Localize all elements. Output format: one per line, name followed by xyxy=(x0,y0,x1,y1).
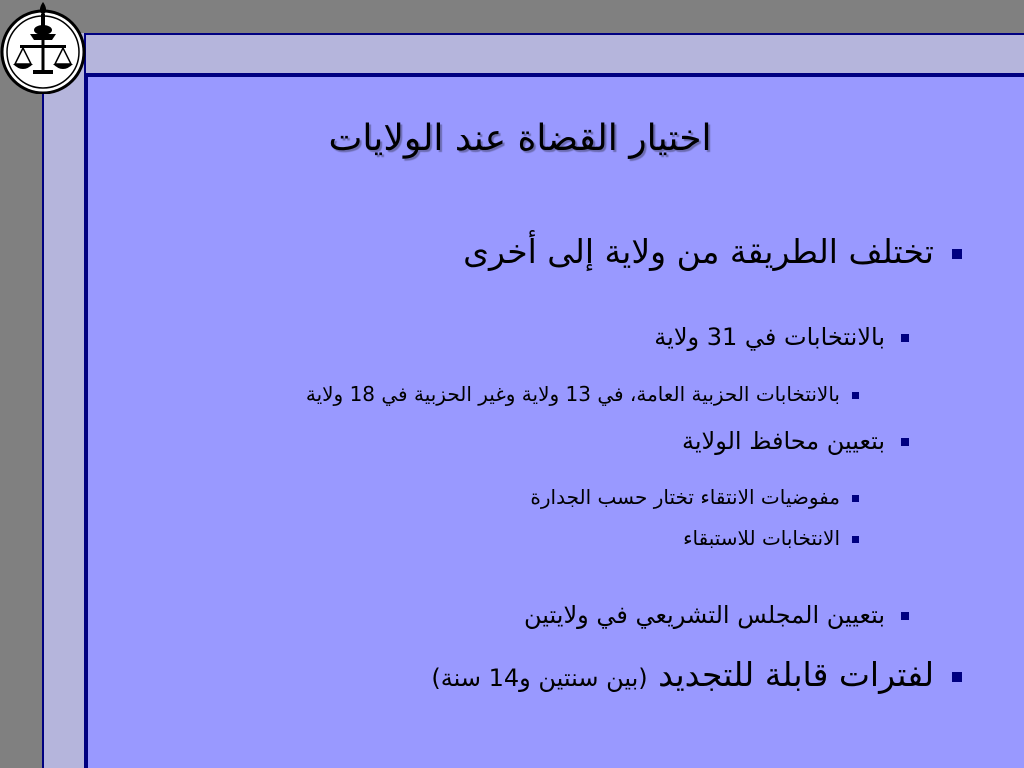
bullet-text: تختلف الطريقة من ولاية إلى أخرى xyxy=(463,232,934,271)
bullet-item xyxy=(530,485,859,509)
bullet-item xyxy=(654,323,909,351)
bullet-item xyxy=(306,382,859,406)
bullet-item xyxy=(682,427,909,455)
bullet-text: لفترات قابلة للتجديد xyxy=(658,655,934,694)
bullet-text: الانتخابات للاستبقاء xyxy=(683,526,840,550)
bullet-marker-icon xyxy=(852,495,859,502)
slide-title: اختيار القضاة عند الولايات xyxy=(328,118,712,159)
bullet-item xyxy=(431,655,962,694)
bullet-marker-icon xyxy=(952,249,962,259)
bullet-marker-icon xyxy=(852,392,859,399)
bullet-text: بتعيين محافظ الولاية xyxy=(681,427,885,455)
top-band xyxy=(42,33,1024,75)
bullet-text: بالانتخابات الحزبية العامة، في 13 ولاية وغير الحزبية في 18 ولاية xyxy=(305,382,840,406)
scales-of-justice-icon xyxy=(0,0,88,94)
bullet-marker-icon xyxy=(901,438,909,446)
bullet-text: بالانتخابات في 31 ولاية xyxy=(654,323,885,351)
bullet-marker-icon xyxy=(952,672,962,682)
bullet-item xyxy=(683,526,859,550)
bullet-item xyxy=(524,601,909,629)
left-band xyxy=(42,33,86,768)
bullet-marker-icon xyxy=(901,612,909,620)
bullet-marker-icon xyxy=(852,536,859,543)
bullet-note: (بين سنتين و14 سنة) xyxy=(431,664,648,692)
bullet-text: بتعيين المجلس التشريعي في ولايتين xyxy=(524,601,885,629)
bullet-marker-icon xyxy=(901,334,909,342)
bullet-text: مفوضيات الانتقاء تختار حسب الجدارة xyxy=(530,485,840,509)
bullet-item xyxy=(463,232,962,271)
